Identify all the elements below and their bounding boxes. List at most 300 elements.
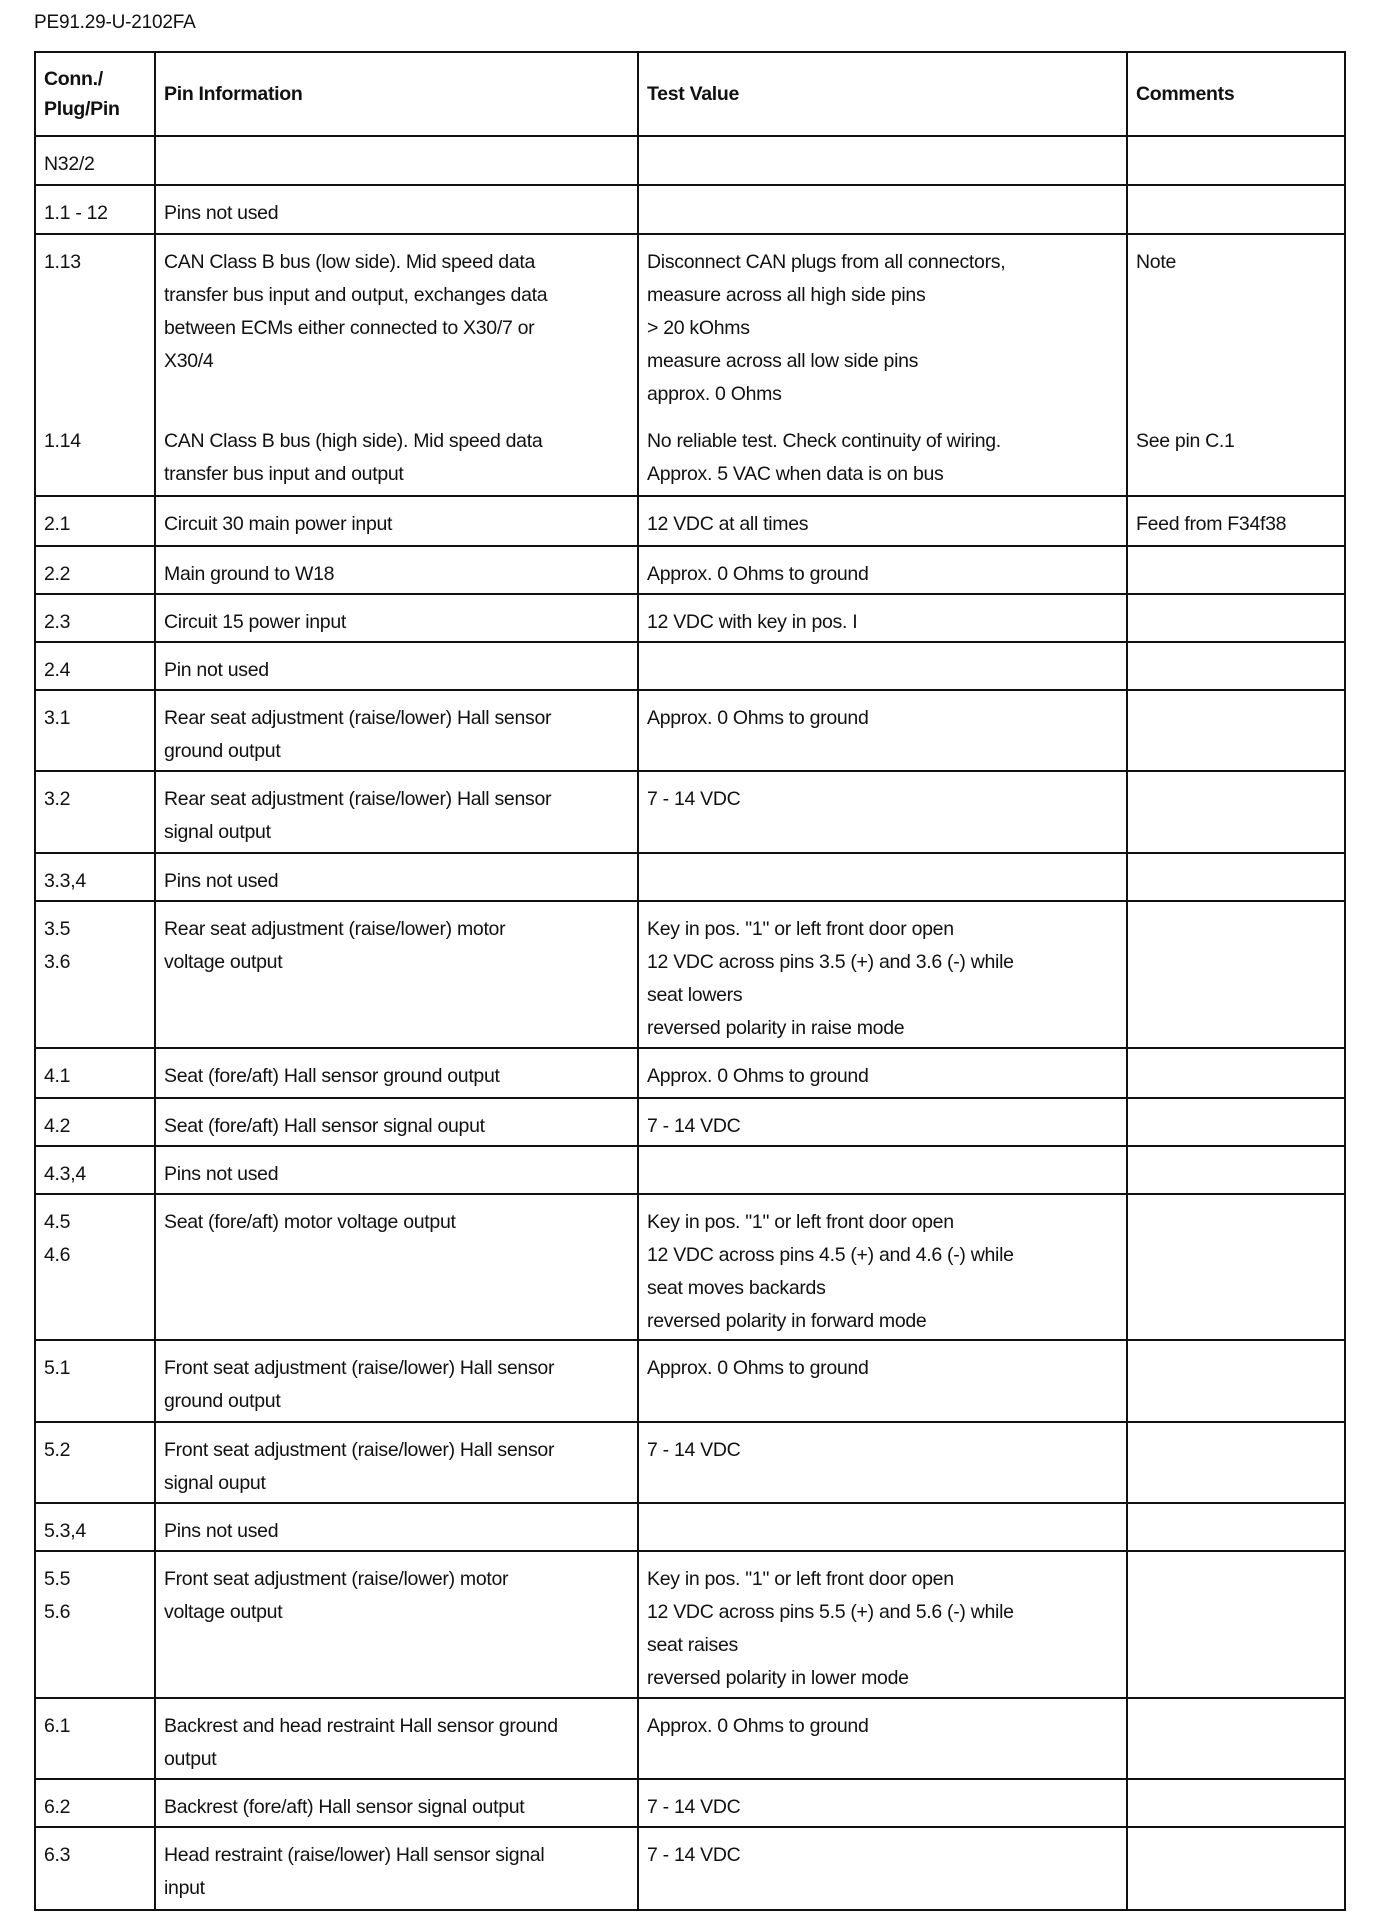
comment-block	[1136, 654, 1336, 687]
info-cell	[155, 642, 638, 690]
test-block	[647, 1791, 1118, 1824]
test-text: 7 - 14 VDC	[647, 1115, 741, 1137]
pin-block	[44, 1839, 146, 1905]
comment-text	[1136, 1662, 1336, 1695]
comment-text	[1136, 606, 1336, 639]
info-text: Front seat adjustment (raise/lower) Hall sensor	[164, 1357, 555, 1379]
test-text	[647, 1158, 1118, 1191]
test-text: seat raises	[647, 1634, 738, 1656]
test-text: seat moves backards	[647, 1277, 826, 1299]
comment-block	[1136, 1110, 1336, 1143]
pin-block	[44, 1352, 146, 1418]
comment-cell	[1127, 771, 1345, 853]
pin-text	[44, 1272, 146, 1305]
test-block	[647, 865, 1118, 898]
comment-block	[1136, 1839, 1336, 1905]
test-cell	[638, 1422, 1127, 1503]
pin-text: 5.6	[44, 1601, 71, 1623]
comment-text	[1136, 197, 1336, 230]
comment-text	[1136, 1515, 1336, 1548]
info-text: Front seat adjustment (raise/lower) motor	[164, 1568, 509, 1590]
pin-block	[44, 702, 146, 768]
info-block	[164, 1110, 629, 1143]
test-text: Key in pos. "1" or left front door open	[647, 1211, 954, 1233]
test-text: 12 VDC across pins 5.5 (+) and 5.6 (-) while	[647, 1601, 1014, 1623]
comment-text: See pin C.1	[1136, 430, 1235, 452]
comment-text: Feed from F34f38	[1136, 513, 1287, 535]
comment-text	[1136, 735, 1336, 768]
test-text: measure across all high side pins	[647, 284, 926, 306]
comment-text	[1136, 458, 1336, 491]
comment-text	[1136, 1060, 1336, 1093]
test-text: 7 - 14 VDC	[647, 788, 741, 810]
header-comment-label: Comments	[1136, 83, 1235, 105]
pin-block	[44, 508, 146, 541]
comment-block	[1136, 148, 1336, 181]
pin-cell	[35, 1551, 155, 1698]
test-cell	[638, 1503, 1127, 1551]
info-block	[164, 1352, 629, 1418]
pin-test-table	[34, 51, 1346, 1911]
table-row	[35, 1827, 1345, 1910]
info-block	[164, 865, 629, 898]
comment-block	[1136, 1710, 1336, 1776]
pin-text	[44, 1385, 146, 1418]
pin-block	[44, 1515, 146, 1548]
info-block	[164, 508, 629, 541]
comment-text	[1136, 1791, 1336, 1824]
info-text: Head restraint (raise/lower) Hall sensor signal	[164, 1844, 545, 1866]
test-block	[647, 702, 1118, 768]
pin-text	[44, 1743, 146, 1776]
comment-cell	[1127, 1098, 1345, 1146]
info-text: Seat (fore/aft) motor voltage output	[164, 1211, 456, 1233]
pin-text	[44, 1662, 146, 1695]
test-text	[647, 1872, 1118, 1905]
info-cell	[155, 1698, 638, 1779]
info-block	[164, 606, 629, 639]
table-row	[35, 1779, 1345, 1827]
comment-block	[1136, 1352, 1336, 1418]
pin-block	[44, 1060, 146, 1093]
pin-text: 5.2	[44, 1439, 71, 1461]
pin-text	[44, 279, 146, 312]
info-block	[164, 913, 629, 1045]
pin-cell	[35, 1048, 155, 1098]
pin-cell	[35, 496, 155, 546]
table-row	[35, 1503, 1345, 1551]
test-cell	[638, 1551, 1127, 1698]
pin-block	[44, 1710, 146, 1776]
comment-block	[1136, 558, 1336, 591]
test-text	[647, 816, 1118, 849]
info-block	[164, 1206, 629, 1338]
test-block	[647, 1352, 1118, 1418]
pin-cell	[35, 1422, 155, 1503]
info-cell	[155, 1146, 638, 1194]
test-cell	[638, 1048, 1127, 1098]
info-block	[164, 783, 629, 849]
test-text: 12 VDC with key in pos. I	[647, 611, 858, 633]
comment-text	[1136, 1743, 1336, 1776]
test-block	[647, 1434, 1118, 1500]
header-comment	[1127, 52, 1345, 136]
pin-text	[44, 458, 146, 491]
table-row	[35, 136, 1345, 185]
comment-block	[1136, 1158, 1336, 1191]
test-cell	[638, 1779, 1127, 1827]
pin-text	[44, 345, 146, 378]
test-text: reversed polarity in lower mode	[647, 1667, 909, 1689]
pin-cell	[35, 234, 155, 496]
info-text: Circuit 30 main power input	[164, 513, 393, 535]
pin-text	[44, 1872, 146, 1905]
test-text: Approx. 0 Ohms to ground	[647, 707, 869, 729]
info-cell	[155, 1503, 638, 1551]
info-cell	[155, 496, 638, 546]
comment-text	[1136, 279, 1336, 312]
test-block	[647, 1563, 1118, 1695]
test-block	[647, 197, 1118, 230]
pin-cell	[35, 594, 155, 642]
test-cell	[638, 642, 1127, 690]
pin-text: 3.5	[44, 918, 71, 940]
info-text: Circuit 15 power input	[164, 611, 346, 633]
info-text: CAN Class B bus (high side). Mid speed data	[164, 430, 543, 452]
info-block	[164, 1710, 629, 1776]
pin-cell	[35, 1827, 155, 1910]
pin-text: 4.5	[44, 1211, 71, 1233]
comment-text	[1136, 1872, 1336, 1905]
info-text	[164, 979, 629, 1012]
info-cell	[155, 1098, 638, 1146]
info-text: input	[164, 1877, 205, 1899]
test-block	[647, 1515, 1118, 1548]
header-info-label: Pin Information	[164, 83, 303, 105]
test-block	[647, 606, 1118, 639]
comment-text	[1136, 148, 1336, 181]
info-text	[164, 1272, 629, 1305]
test-text: 7 - 14 VDC	[647, 1439, 741, 1461]
test-cell	[638, 496, 1127, 546]
test-block	[647, 1158, 1118, 1191]
header-pin	[35, 52, 155, 136]
comment-text	[1136, 654, 1336, 687]
test-text: 12 VDC at all times	[647, 513, 809, 535]
comment-block	[1136, 1060, 1336, 1093]
table-row	[35, 594, 1345, 642]
test-text: 7 - 14 VDC	[647, 1796, 741, 1818]
info-cell	[155, 594, 638, 642]
table-row	[35, 1098, 1345, 1146]
info-block	[164, 246, 629, 411]
info-cell	[155, 1779, 638, 1827]
comment-block	[1136, 783, 1336, 849]
test-block	[647, 1839, 1118, 1905]
header-pin-line: Plug/Pin	[44, 98, 120, 120]
info-block	[164, 558, 629, 591]
comment-text	[1136, 913, 1336, 946]
pin-text	[44, 735, 146, 768]
test-block	[647, 246, 1118, 411]
comment-block	[1136, 702, 1336, 768]
comment-block	[1136, 606, 1336, 639]
header-test-label: Test Value	[647, 83, 740, 105]
pin-cell	[35, 546, 155, 594]
pin-text: 2.2	[44, 563, 71, 585]
table-row	[35, 853, 1345, 901]
test-text	[647, 654, 1118, 687]
comment-cell	[1127, 594, 1345, 642]
test-text: Key in pos. "1" or left front door open	[647, 918, 954, 940]
pin-block	[44, 654, 146, 687]
test-block	[647, 913, 1118, 1045]
test-block	[647, 425, 1118, 491]
comment-text	[1136, 816, 1336, 849]
comment-block	[1136, 1515, 1336, 1548]
comment-text	[1136, 1305, 1336, 1338]
info-cell	[155, 690, 638, 771]
info-block	[164, 425, 629, 491]
info-text: CAN Class B bus (low side). Mid speed data	[164, 251, 536, 273]
info-block	[164, 1434, 629, 1500]
table-row	[35, 1698, 1345, 1779]
test-cell	[638, 690, 1127, 771]
pin-cell	[35, 690, 155, 771]
pin-block	[44, 425, 146, 491]
comment-text	[1136, 558, 1336, 591]
test-text: Approx. 0 Ohms to ground	[647, 1357, 869, 1379]
info-text: Pins not used	[164, 1520, 279, 1542]
comment-block	[1136, 865, 1336, 898]
comment-block	[1136, 1206, 1336, 1338]
test-text	[647, 865, 1118, 898]
table-row	[35, 642, 1345, 690]
pin-text	[44, 979, 146, 1012]
info-text: signal ouput	[164, 1472, 266, 1494]
pin-text: 3.6	[44, 951, 71, 973]
comment-text	[1136, 1467, 1336, 1500]
info-cell	[155, 1827, 638, 1910]
pin-text	[44, 378, 146, 411]
info-text: Pins not used	[164, 1163, 279, 1185]
test-block	[647, 508, 1118, 541]
info-block	[164, 197, 629, 230]
info-text: signal output	[164, 821, 271, 843]
pin-cell	[35, 1779, 155, 1827]
comment-text	[1136, 979, 1336, 1012]
test-text: Approx. 0 Ohms to ground	[647, 1065, 869, 1087]
info-cell	[155, 136, 638, 185]
header-test	[638, 52, 1127, 136]
info-text: Rear seat adjustment (raise/lower) Hall sensor	[164, 788, 552, 810]
comment-cell	[1127, 1698, 1345, 1779]
table-header-row	[35, 52, 1345, 136]
pin-text: 3.2	[44, 788, 71, 810]
info-text: transfer bus input and output, exchanges data	[164, 284, 548, 306]
info-cell	[155, 1194, 638, 1340]
comment-text	[1136, 1272, 1336, 1305]
test-text	[647, 148, 1118, 181]
comment-text	[1136, 1239, 1336, 1272]
info-text	[164, 1239, 629, 1272]
comment-cell	[1127, 1048, 1345, 1098]
pin-text: 2.3	[44, 611, 71, 633]
comment-cell	[1127, 642, 1345, 690]
comment-cell	[1127, 1503, 1345, 1551]
comment-cell	[1127, 185, 1345, 234]
info-text: Backrest and head restraint Hall sensor ground	[164, 1715, 558, 1737]
comment-text	[1136, 702, 1336, 735]
pin-cell	[35, 901, 155, 1048]
pin-text: 3.3,4	[44, 870, 86, 892]
table-row	[35, 546, 1345, 594]
comment-text	[1136, 865, 1336, 898]
info-text: Main ground to W18	[164, 563, 335, 585]
test-block	[647, 1110, 1118, 1143]
test-cell	[638, 771, 1127, 853]
test-text	[647, 197, 1118, 230]
comment-cell	[1127, 1146, 1345, 1194]
pin-text: 4.6	[44, 1244, 71, 1266]
pin-text: 6.3	[44, 1844, 71, 1866]
test-text	[647, 735, 1118, 768]
comment-text	[1136, 1012, 1336, 1045]
info-block	[164, 148, 629, 181]
info-text: X30/4	[164, 350, 214, 372]
comment-text	[1136, 1434, 1336, 1467]
test-block	[647, 148, 1118, 181]
pin-block	[44, 197, 146, 230]
pin-text	[44, 1305, 146, 1338]
info-cell	[155, 185, 638, 234]
comment-cell	[1127, 1340, 1345, 1422]
comment-text	[1136, 1158, 1336, 1191]
test-cell	[638, 1698, 1127, 1779]
pin-cell	[35, 136, 155, 185]
test-text: Approx. 0 Ohms to ground	[647, 1715, 869, 1737]
table-row	[35, 496, 1345, 546]
info-text: ground output	[164, 1390, 281, 1412]
table-row	[35, 234, 1345, 496]
pin-block	[44, 246, 146, 411]
info-text: voltage output	[164, 1601, 283, 1623]
comment-cell	[1127, 546, 1345, 594]
pin-text	[44, 1012, 146, 1045]
pin-cell	[35, 185, 155, 234]
info-block	[164, 1839, 629, 1905]
info-block	[164, 1515, 629, 1548]
pin-text: 5.5	[44, 1568, 71, 1590]
info-text	[164, 148, 629, 181]
pin-block	[44, 1206, 146, 1338]
test-text: approx. 0 Ohms	[647, 383, 782, 405]
comment-block	[1136, 508, 1336, 541]
comment-cell	[1127, 234, 1345, 496]
pin-block	[44, 1434, 146, 1500]
test-block	[647, 654, 1118, 687]
header-pin-line: Conn./	[44, 68, 103, 90]
info-text	[164, 1629, 629, 1662]
pin-text	[44, 1467, 146, 1500]
info-cell	[155, 1048, 638, 1098]
table-row	[35, 1340, 1345, 1422]
info-cell	[155, 234, 638, 496]
comment-text	[1136, 946, 1336, 979]
pin-cell	[35, 1098, 155, 1146]
test-text: Approx. 5 VAC when data is on bus	[647, 463, 944, 485]
info-block	[164, 654, 629, 687]
info-cell	[155, 1551, 638, 1698]
test-text: reversed polarity in forward mode	[647, 1310, 927, 1332]
test-block	[647, 1206, 1118, 1338]
comment-cell	[1127, 1551, 1345, 1698]
pin-text: 6.1	[44, 1715, 71, 1737]
comment-block	[1136, 1563, 1336, 1695]
info-cell	[155, 546, 638, 594]
header-info	[155, 52, 638, 136]
test-text: reversed polarity in raise mode	[647, 1017, 905, 1039]
info-text: Seat (fore/aft) Hall sensor ground output	[164, 1065, 500, 1087]
test-text	[647, 1467, 1118, 1500]
test-cell	[638, 136, 1127, 185]
info-text: Seat (fore/aft) Hall sensor signal ouput	[164, 1115, 485, 1137]
comment-block	[1136, 913, 1336, 1045]
info-text: Backrest (fore/aft) Hall sensor signal output	[164, 1796, 525, 1818]
comment-cell	[1127, 136, 1345, 185]
comment-cell	[1127, 496, 1345, 546]
pin-text: 4.2	[44, 1115, 71, 1137]
table-row	[35, 771, 1345, 853]
pin-block	[44, 1791, 146, 1824]
table-row	[35, 1551, 1345, 1698]
test-text: 7 - 14 VDC	[647, 1844, 741, 1866]
pin-text: 2.1	[44, 513, 71, 535]
pin-text	[44, 816, 146, 849]
info-text: voltage output	[164, 951, 283, 973]
pin-block	[44, 148, 146, 181]
info-text: Pin not used	[164, 659, 269, 681]
info-text: Rear seat adjustment (raise/lower) motor	[164, 918, 506, 940]
info-block	[164, 1060, 629, 1093]
test-text: Approx. 0 Ohms to ground	[647, 563, 869, 585]
info-text: Rear seat adjustment (raise/lower) Hall sensor	[164, 707, 552, 729]
comment-text	[1136, 345, 1336, 378]
pin-text: 1.14	[44, 430, 81, 452]
comment-text	[1136, 312, 1336, 345]
table-row	[35, 1146, 1345, 1194]
comment-cell	[1127, 690, 1345, 771]
test-cell	[638, 185, 1127, 234]
pin-block	[44, 865, 146, 898]
comment-cell	[1127, 1194, 1345, 1340]
test-cell	[638, 901, 1127, 1048]
pin-cell	[35, 1698, 155, 1779]
document-id: PE91.29-U-2102FA	[34, 12, 196, 33]
comment-cell	[1127, 1422, 1345, 1503]
pin-text: 1.13	[44, 251, 81, 273]
pin-text: 1.1 - 12	[44, 202, 108, 224]
pin-cell	[35, 642, 155, 690]
info-text	[164, 1305, 629, 1338]
info-text: ground output	[164, 740, 281, 762]
info-block	[164, 1563, 629, 1695]
pin-block	[44, 558, 146, 591]
info-cell	[155, 1422, 638, 1503]
comment-text: Note	[1136, 251, 1176, 273]
pin-cell	[35, 1194, 155, 1340]
pin-block	[44, 1563, 146, 1695]
